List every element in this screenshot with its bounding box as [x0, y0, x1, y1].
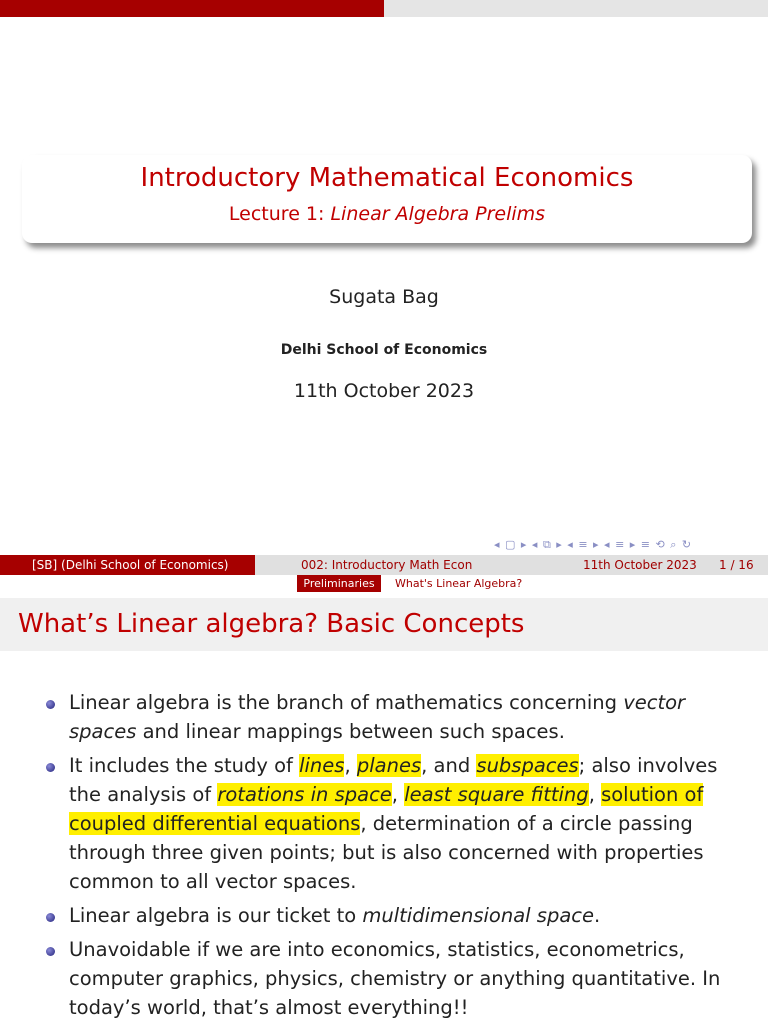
bullet-text: .	[594, 904, 601, 927]
presentation-subtitle	[22, 203, 752, 225]
emphasis-text: vector spaces	[69, 691, 686, 743]
bullet-dot-icon	[46, 763, 55, 772]
bullet-dot-icon	[46, 700, 55, 709]
bullet-text: ,	[344, 754, 357, 777]
bullet-text: , determination of a circle passing through three given points; but is also concerned with properties common to all vector spaces.	[69, 812, 704, 893]
bullet-list	[38, 688, 750, 1027]
bullet-item	[38, 751, 750, 896]
presentation-date: 11th October 2023	[293, 380, 475, 402]
bullet-dot-icon	[46, 913, 55, 922]
bullet-item	[38, 901, 750, 930]
nav-subsection-link[interactable]: What's Linear Algebra?	[395, 577, 523, 590]
footer-course	[255, 555, 513, 575]
highlight-text: planes	[356, 754, 422, 777]
frame-title	[0, 598, 768, 651]
bullet-item	[38, 688, 750, 746]
footer-author-text: [SB] (Delhi School of Economics)	[32, 558, 229, 572]
highlight-text: least square fitting	[404, 783, 589, 806]
highlight-text: solution of coupled differential equations	[69, 783, 704, 835]
title-box	[22, 155, 752, 243]
footer-date: 11th October 2023	[583, 558, 697, 572]
emphasis-text: multidimensional space	[362, 904, 594, 927]
bullet-text: and linear mappings between such spaces.	[136, 720, 565, 743]
bullet-dot-icon	[46, 947, 55, 956]
beamer-navigation-icons[interactable]: ◂ ▢ ▸ ◂ ⧉ ▸ ◂ ≡ ▸ ◂ ≡ ▸ ≡ ⟲ ⌕ ↻	[494, 538, 693, 551]
institute-name: Delhi School of Economics	[280, 342, 488, 358]
footer-date-page	[513, 555, 768, 575]
nav-subsection	[381, 575, 768, 592]
bullet-text: Linear algebra is our ticket to	[69, 904, 363, 927]
bullet-text: It includes the study of	[69, 754, 300, 777]
footer-page-number: 1 / 16	[719, 558, 754, 572]
author-name: Sugata Bag	[329, 286, 439, 308]
top-bar-grey	[384, 0, 768, 17]
bullet-text: Linear algebra is the branch of mathematics concerning	[69, 691, 624, 714]
highlight-text: subspaces	[476, 754, 579, 777]
highlight-text: lines	[299, 754, 345, 777]
footer-course-text: 002: Introductory Math Econ	[301, 558, 473, 572]
bullet-text: , and	[421, 754, 477, 777]
bullet-text: ; also involves the analysis of	[69, 754, 718, 806]
subtitle-prefix: Lecture 1:	[228, 203, 325, 225]
nav-spacer	[0, 575, 297, 592]
top-bar-red	[0, 0, 384, 17]
subtitle-topic: Linear Algebra Prelims	[330, 203, 546, 225]
highlight-text: rotations in space	[217, 783, 392, 806]
bullet-item	[38, 935, 750, 1022]
bullet-text: ,	[588, 783, 602, 806]
presentation-title: Introductory Mathematical Economics	[140, 163, 634, 193]
footer-author	[0, 555, 255, 575]
bullet-text: Unavoidable if we are into economics, statistics, econometrics, computer graphics, physics, chemistry or anything quantitative. In today’s world, that’s almost everything!!	[69, 938, 721, 1019]
bullet-text: ,	[391, 783, 405, 806]
frame-title-text: What’s Linear algebra? Basic Concepts	[18, 609, 525, 639]
nav-section-preliminaries[interactable]: Preliminaries	[297, 575, 381, 592]
